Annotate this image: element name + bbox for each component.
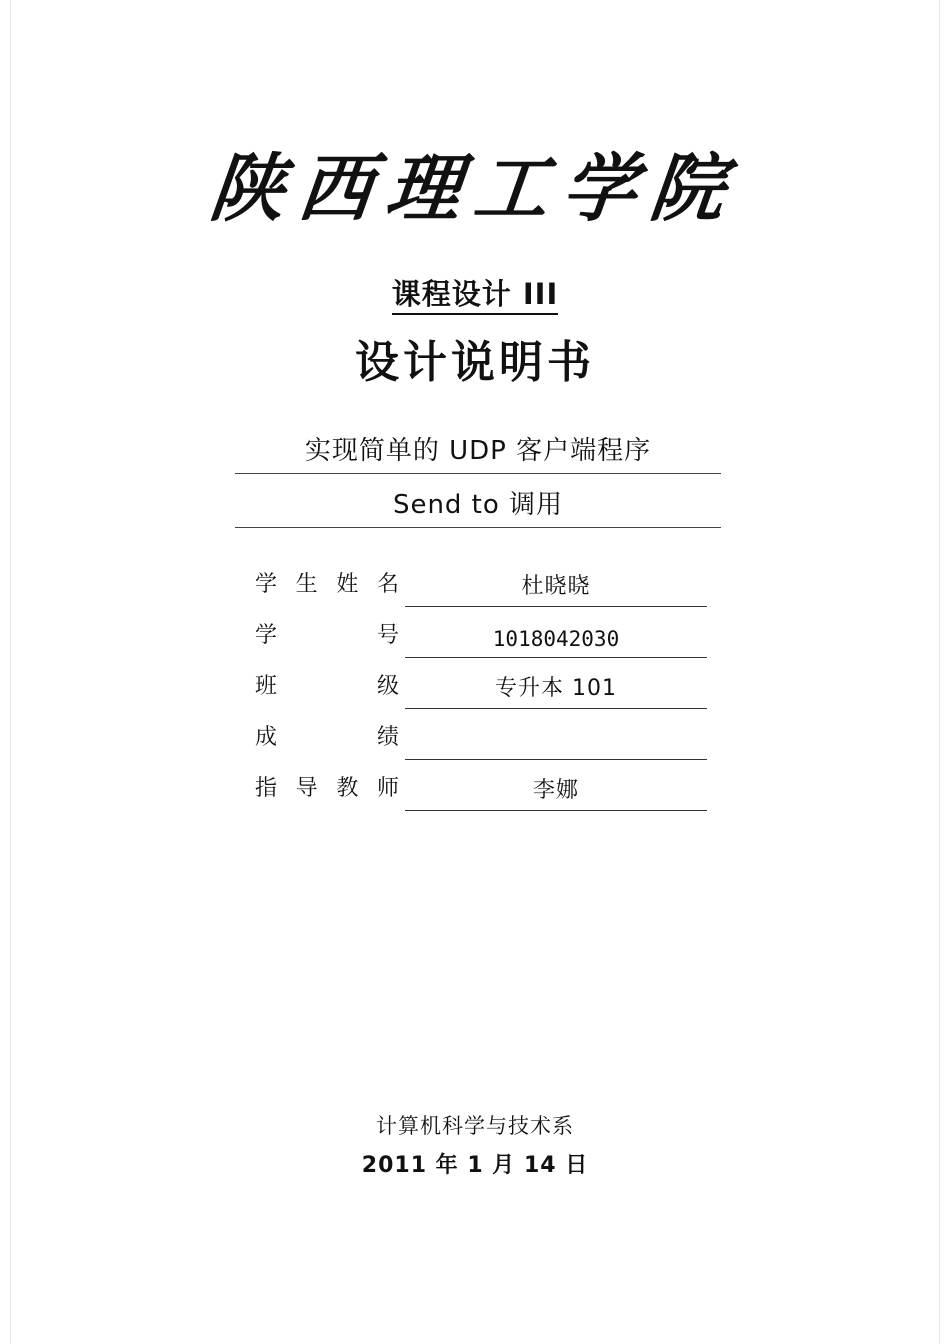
table-row [255,760,707,811]
university-name: 陕西理工学院 [205,146,743,232]
info-value-class: 专升本 101 [405,671,707,709]
info-label-class: 班 级 [255,674,399,699]
table-row [255,556,707,607]
info-label-grade: 成 绩 [255,725,399,750]
subject-block [235,428,721,528]
course-title [0,272,950,313]
department-name: 计算机科学与技术系 [376,1114,574,1138]
document-date: 2011 年 1 月 14 日 [361,1153,589,1178]
info-value-student-name: 杜晓晓 [405,569,707,607]
info-value-student-id: 1018042030 [405,627,707,658]
course-title-text: 课程设计 III [392,277,558,315]
info-label-advisor: 指 导 教 师 [255,776,399,801]
info-value-advisor: 李娜 [405,773,707,811]
table-row [255,709,707,760]
info-table [255,556,707,811]
subject-line-1: 实现简单的 UDP 客户端程序 [235,428,721,474]
info-value-grade [405,730,707,760]
document-title: 设计说明书 [355,337,595,388]
subject-line-2: Send to 调用 [235,474,721,528]
info-label-student-name: 学 生 姓 名 [255,572,399,597]
info-label-student-id: 学 号 [255,623,399,648]
table-row [255,658,707,709]
table-row [255,607,707,658]
